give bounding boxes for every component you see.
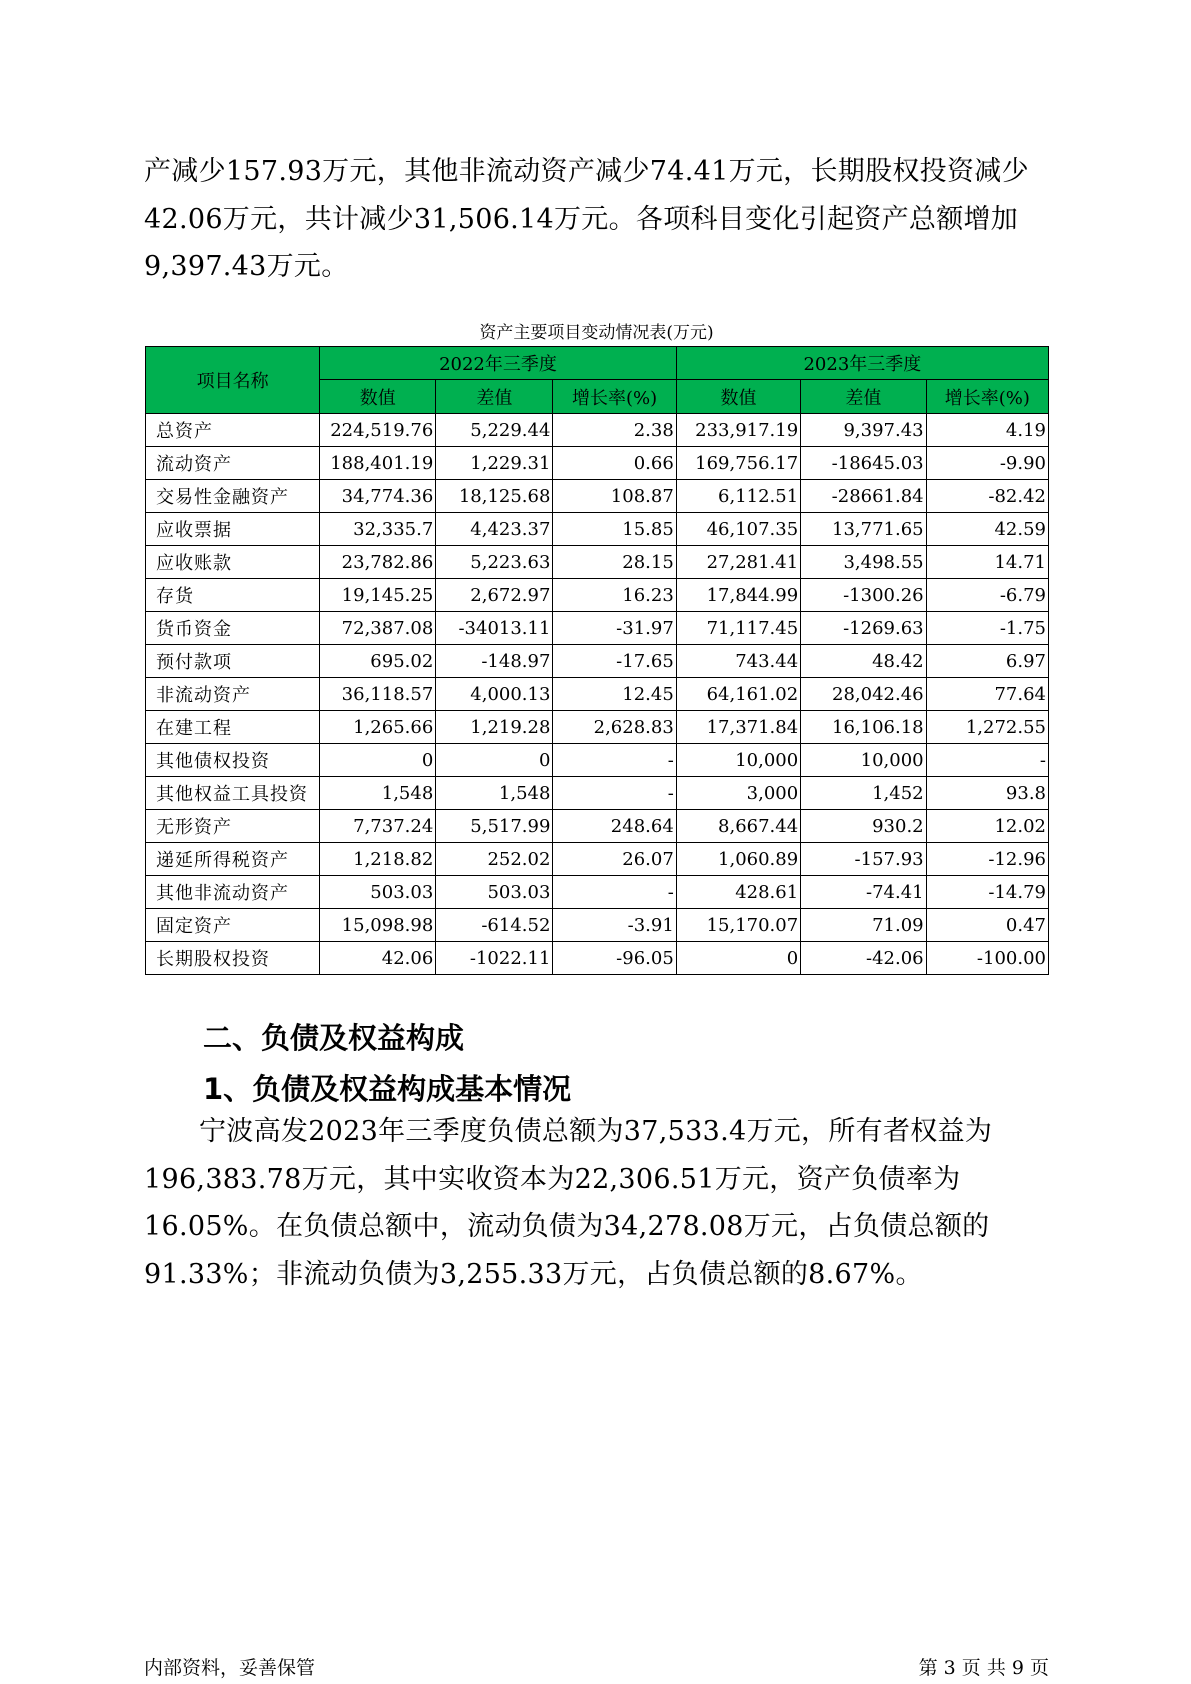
cell-rate-2023: -6.79 xyxy=(926,579,1048,612)
cell-rate-2023: -1.75 xyxy=(926,612,1048,645)
cell-item-name: 存货 xyxy=(146,579,320,612)
header-value-2023: 数值 xyxy=(676,380,800,414)
cell-rate-2023: 42.59 xyxy=(926,513,1048,546)
table-row xyxy=(146,612,1049,645)
cell-value-2022: 224,519.76 xyxy=(320,414,436,447)
table-body xyxy=(146,414,1049,975)
cell-value-2022: 1,265.66 xyxy=(320,711,436,744)
cell-value-2023: 743.44 xyxy=(676,645,800,678)
cell-rate-2023: 14.71 xyxy=(926,546,1048,579)
cell-rate-2023: - xyxy=(926,744,1048,777)
cell-value-2023: 64,161.02 xyxy=(676,678,800,711)
table-row xyxy=(146,513,1049,546)
cell-item-name: 流动资产 xyxy=(146,447,320,480)
table-row xyxy=(146,480,1049,513)
asset-change-table xyxy=(145,346,1049,975)
cell-rate-2022: - xyxy=(553,876,676,909)
cell-item-name: 在建工程 xyxy=(146,711,320,744)
cell-item-name: 货币资金 xyxy=(146,612,320,645)
cell-diff-2022: -148.97 xyxy=(436,645,553,678)
cell-diff-2023: 71.09 xyxy=(801,909,926,942)
cell-rate-2023: -82.42 xyxy=(926,480,1048,513)
cell-diff-2022: 5,223.63 xyxy=(436,546,553,579)
cell-value-2023: 17,844.99 xyxy=(676,579,800,612)
cell-value-2022: 36,118.57 xyxy=(320,678,436,711)
cell-value-2022: 7,737.24 xyxy=(320,810,436,843)
cell-diff-2023: 10,000 xyxy=(801,744,926,777)
table-row xyxy=(146,645,1049,678)
cell-rate-2023: 6.97 xyxy=(926,645,1048,678)
cell-diff-2022: 0 xyxy=(436,744,553,777)
cell-rate-2022: - xyxy=(553,777,676,810)
cell-diff-2023: -28661.84 xyxy=(801,480,926,513)
cell-diff-2023: -18645.03 xyxy=(801,447,926,480)
cell-value-2023: 27,281.41 xyxy=(676,546,800,579)
cell-rate-2022: -96.05 xyxy=(553,942,676,975)
cell-rate-2022: 15.85 xyxy=(553,513,676,546)
cell-item-name: 其他债权投资 xyxy=(146,744,320,777)
table-row xyxy=(146,909,1049,942)
footer-page-number: 第 3 页 共 9 页 xyxy=(918,1657,1049,1679)
header-value-2022: 数值 xyxy=(320,380,436,414)
cell-rate-2023: -12.96 xyxy=(926,843,1048,876)
cell-diff-2023: -1300.26 xyxy=(801,579,926,612)
cell-value-2023: 10,000 xyxy=(676,744,800,777)
header-group-2022: 2022年三季度 xyxy=(320,347,677,380)
cell-rate-2023: -9.90 xyxy=(926,447,1048,480)
cell-value-2023: 3,000 xyxy=(676,777,800,810)
cell-value-2023: 6,112.51 xyxy=(676,480,800,513)
header-rate-2022: 增长率(%) xyxy=(553,380,676,414)
cell-item-name: 应收票据 xyxy=(146,513,320,546)
cell-value-2023: 1,060.89 xyxy=(676,843,800,876)
cell-value-2022: 188,401.19 xyxy=(320,447,436,480)
cell-item-name: 固定资产 xyxy=(146,909,320,942)
cell-diff-2023: -74.41 xyxy=(801,876,926,909)
cell-rate-2023: 93.8 xyxy=(926,777,1048,810)
header-item-name: 项目名称 xyxy=(146,347,320,414)
table-row xyxy=(146,942,1049,975)
table-row xyxy=(146,876,1049,909)
cell-value-2022: 1,218.82 xyxy=(320,843,436,876)
cell-value-2023: 0 xyxy=(676,942,800,975)
cell-item-name: 预付款项 xyxy=(146,645,320,678)
cell-value-2023: 8,667.44 xyxy=(676,810,800,843)
cell-value-2023: 233,917.19 xyxy=(676,414,800,447)
cell-diff-2023: 1,452 xyxy=(801,777,926,810)
cell-rate-2022: 2.38 xyxy=(553,414,676,447)
cell-rate-2022: -17.65 xyxy=(553,645,676,678)
cell-item-name: 交易性金融资产 xyxy=(146,480,320,513)
cell-item-name: 无形资产 xyxy=(146,810,320,843)
cell-value-2022: 32,335.7 xyxy=(320,513,436,546)
cell-diff-2022: -1022.11 xyxy=(436,942,553,975)
table-row xyxy=(146,447,1049,480)
cell-diff-2022: -34013.11 xyxy=(436,612,553,645)
table-caption: 资产主要项目变动情况表(万元) xyxy=(479,323,714,343)
cell-diff-2022: 5,517.99 xyxy=(436,810,553,843)
cell-diff-2022: 503.03 xyxy=(436,876,553,909)
cell-value-2022: 23,782.86 xyxy=(320,546,436,579)
cell-rate-2023: 0.47 xyxy=(926,909,1048,942)
table-row xyxy=(146,777,1049,810)
cell-value-2023: 17,371.84 xyxy=(676,711,800,744)
cell-diff-2023: -157.93 xyxy=(801,843,926,876)
cell-value-2023: 46,107.35 xyxy=(676,513,800,546)
cell-diff-2022: 252.02 xyxy=(436,843,553,876)
cell-value-2022: 19,145.25 xyxy=(320,579,436,612)
cell-diff-2022: 5,229.44 xyxy=(436,414,553,447)
cell-rate-2022: -3.91 xyxy=(553,909,676,942)
cell-item-name: 非流动资产 xyxy=(146,678,320,711)
cell-value-2023: 71,117.45 xyxy=(676,612,800,645)
cell-diff-2023: -42.06 xyxy=(801,942,926,975)
cell-rate-2022: 248.64 xyxy=(553,810,676,843)
cell-item-name: 其他非流动资产 xyxy=(146,876,320,909)
cell-diff-2023: 13,771.65 xyxy=(801,513,926,546)
cell-diff-2022: 2,672.97 xyxy=(436,579,553,612)
cell-diff-2022: 4,423.37 xyxy=(436,513,553,546)
table-row xyxy=(146,414,1049,447)
cell-diff-2022: 4,000.13 xyxy=(436,678,553,711)
cell-rate-2022: 108.87 xyxy=(553,480,676,513)
cell-diff-2023: -1269.63 xyxy=(801,612,926,645)
cell-item-name: 总资产 xyxy=(146,414,320,447)
cell-value-2022: 34,774.36 xyxy=(320,480,436,513)
footer-confidential: 内部资料，妥善保管 xyxy=(144,1657,316,1679)
header-rate-2023: 增长率(%) xyxy=(926,380,1048,414)
cell-diff-2023: 3,498.55 xyxy=(801,546,926,579)
cell-rate-2023: -14.79 xyxy=(926,876,1048,909)
cell-item-name: 递延所得税资产 xyxy=(146,843,320,876)
cell-rate-2022: -31.97 xyxy=(553,612,676,645)
cell-rate-2023: 77.64 xyxy=(926,678,1048,711)
cell-value-2022: 42.06 xyxy=(320,942,436,975)
cell-value-2022: 503.03 xyxy=(320,876,436,909)
cell-item-name: 应收账款 xyxy=(146,546,320,579)
cell-rate-2023: 4.19 xyxy=(926,414,1048,447)
cell-rate-2023: 12.02 xyxy=(926,810,1048,843)
table-row xyxy=(146,711,1049,744)
cell-item-name: 其他权益工具投资 xyxy=(146,777,320,810)
subsection-heading: 1、负债及权益构成基本情况 xyxy=(203,1072,572,1106)
cell-diff-2023: 28,042.46 xyxy=(801,678,926,711)
table-row xyxy=(146,546,1049,579)
body-paragraph: 宁波高发2023年三季度负债总额为37,533.4万元，所有者权益为196,383.78万元，其中实收资本为22,306.51万元，资产负债率为16.05%。在负债总额中，流动负债为34,278.08万元，占负债总额的91.33%；非流动负债为3,255.33万元，占负债总额的8.67%。 xyxy=(144,1116,993,1290)
header-group-2023: 2023年三季度 xyxy=(676,347,1048,380)
header-diff-2023: 差值 xyxy=(801,380,926,414)
cell-rate-2022: 16.23 xyxy=(553,579,676,612)
cell-diff-2022: 1,229.31 xyxy=(436,447,553,480)
cell-diff-2023: 930.2 xyxy=(801,810,926,843)
cell-value-2022: 0 xyxy=(320,744,436,777)
intro-paragraph: 产减少157.93万元，其他非流动资产减少74.41万元，长期股权投资减少42.06万元，共计减少31,506.14万元。各项科目变化引起资产总额增加9,397.43万元。 xyxy=(144,156,1029,282)
cell-diff-2022: 1,219.28 xyxy=(436,711,553,744)
table-row xyxy=(146,843,1049,876)
cell-diff-2023: 48.42 xyxy=(801,645,926,678)
cell-rate-2023: -100.00 xyxy=(926,942,1048,975)
table-row xyxy=(146,579,1049,612)
cell-diff-2022: -614.52 xyxy=(436,909,553,942)
cell-rate-2023: 1,272.55 xyxy=(926,711,1048,744)
cell-value-2022: 1,548 xyxy=(320,777,436,810)
cell-diff-2023: 16,106.18 xyxy=(801,711,926,744)
cell-value-2023: 15,170.07 xyxy=(676,909,800,942)
cell-rate-2022: - xyxy=(553,744,676,777)
header-diff-2022: 差值 xyxy=(436,380,553,414)
section-heading: 二、负债及权益构成 xyxy=(203,1021,465,1055)
cell-diff-2022: 18,125.68 xyxy=(436,480,553,513)
cell-rate-2022: 26.07 xyxy=(553,843,676,876)
cell-value-2023: 428.61 xyxy=(676,876,800,909)
cell-value-2022: 695.02 xyxy=(320,645,436,678)
cell-rate-2022: 28.15 xyxy=(553,546,676,579)
cell-rate-2022: 0.66 xyxy=(553,447,676,480)
cell-diff-2022: 1,548 xyxy=(436,777,553,810)
table-row xyxy=(146,678,1049,711)
cell-value-2022: 72,387.08 xyxy=(320,612,436,645)
cell-rate-2022: 2,628.83 xyxy=(553,711,676,744)
cell-value-2023: 169,756.17 xyxy=(676,447,800,480)
cell-diff-2023: 9,397.43 xyxy=(801,414,926,447)
cell-item-name: 长期股权投资 xyxy=(146,942,320,975)
table-row xyxy=(146,810,1049,843)
table-row xyxy=(146,744,1049,777)
cell-value-2022: 15,098.98 xyxy=(320,909,436,942)
cell-rate-2022: 12.45 xyxy=(553,678,676,711)
